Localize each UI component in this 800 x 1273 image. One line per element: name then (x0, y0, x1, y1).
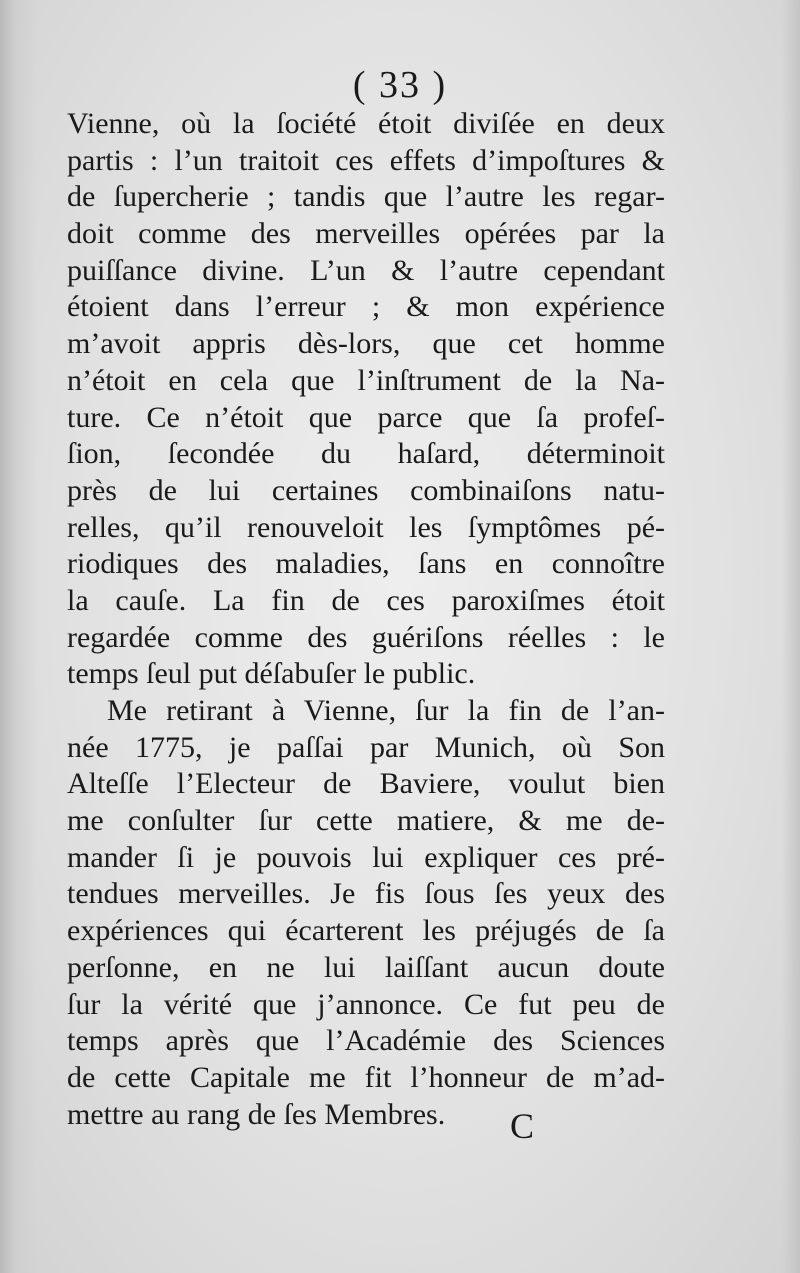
text-line: me conſulter ſur cette matiere, & me de- (67, 804, 665, 838)
text-line: expériences qui écarterent les préjugés de ſa (67, 914, 665, 948)
text-line: partis : l’un traitoit ces effets d’impoſtures & (67, 143, 665, 177)
text-line: temps après que l’Académie des Sciences (67, 1024, 665, 1058)
text-line: riodiques des maladies, ſans en connoître (67, 547, 665, 581)
text-line: relles, qu’il renouveloit les ſymptômes pé- (67, 510, 665, 544)
text-line: la cauſe. La fin de ces paroxiſmes étoit (67, 583, 665, 617)
text-line: doit comme des merveilles opérées par la (67, 217, 665, 251)
text-line: tendues merveilles. Je fis ſous ſes yeux des (67, 877, 665, 911)
text-line: Alteſſe l’Electeur de Baviere, voulut bien (67, 767, 665, 801)
text-line: ſur la vérité que j’annonce. Ce fut peu de (67, 987, 665, 1021)
text-line: puiſſance divine. L’un & l’autre cependant (67, 253, 665, 287)
page-number: ( 33 ) (352, 64, 448, 106)
text-line: ture. Ce n’étoit que parce que ſa profeſ- (67, 400, 665, 434)
text-line: perſonne, en ne lui laiſſant aucun doute (67, 950, 665, 984)
text-line: ſion, ſecondée du haſard, déterminoit (67, 437, 665, 471)
text-line: mander ſi je pouvois lui expliquer ces pré- (67, 840, 665, 874)
body-text (67, 106, 665, 1133)
page-edge (782, 0, 800, 1273)
text-line: étoient dans l’erreur ; & mon expérience (67, 290, 665, 324)
text-line: regardée comme des guériſons réelles : le (67, 620, 665, 654)
text-line: m’avoit appris dès-lors, que cet homme (67, 327, 665, 361)
text-line: Vienne, où la ſociété étoit diviſée en deux (67, 107, 665, 140)
text-line: près de lui certaines combinaiſons natu- (67, 473, 665, 507)
signature-mark: C (510, 1106, 535, 1146)
text-line: mettre au rang de ſes Membres. (67, 1097, 446, 1131)
gutter-shadow (0, 0, 38, 1273)
text-line: de cette Capitale me fit l’honneur de m’ad- (67, 1060, 665, 1094)
text-line: n’étoit en cela que l’inſtrument de la Na- (67, 363, 665, 397)
text-line: Me retirant à Vienne, ſur la fin de l’an- (107, 694, 665, 727)
text-line: de ſupercherie ; tandis que l’autre les regar- (67, 180, 665, 214)
text-line: temps ſeul put déſabuſer le public. (67, 657, 476, 691)
text-line: née 1775, je paſſai par Munich, où Son (67, 730, 665, 764)
